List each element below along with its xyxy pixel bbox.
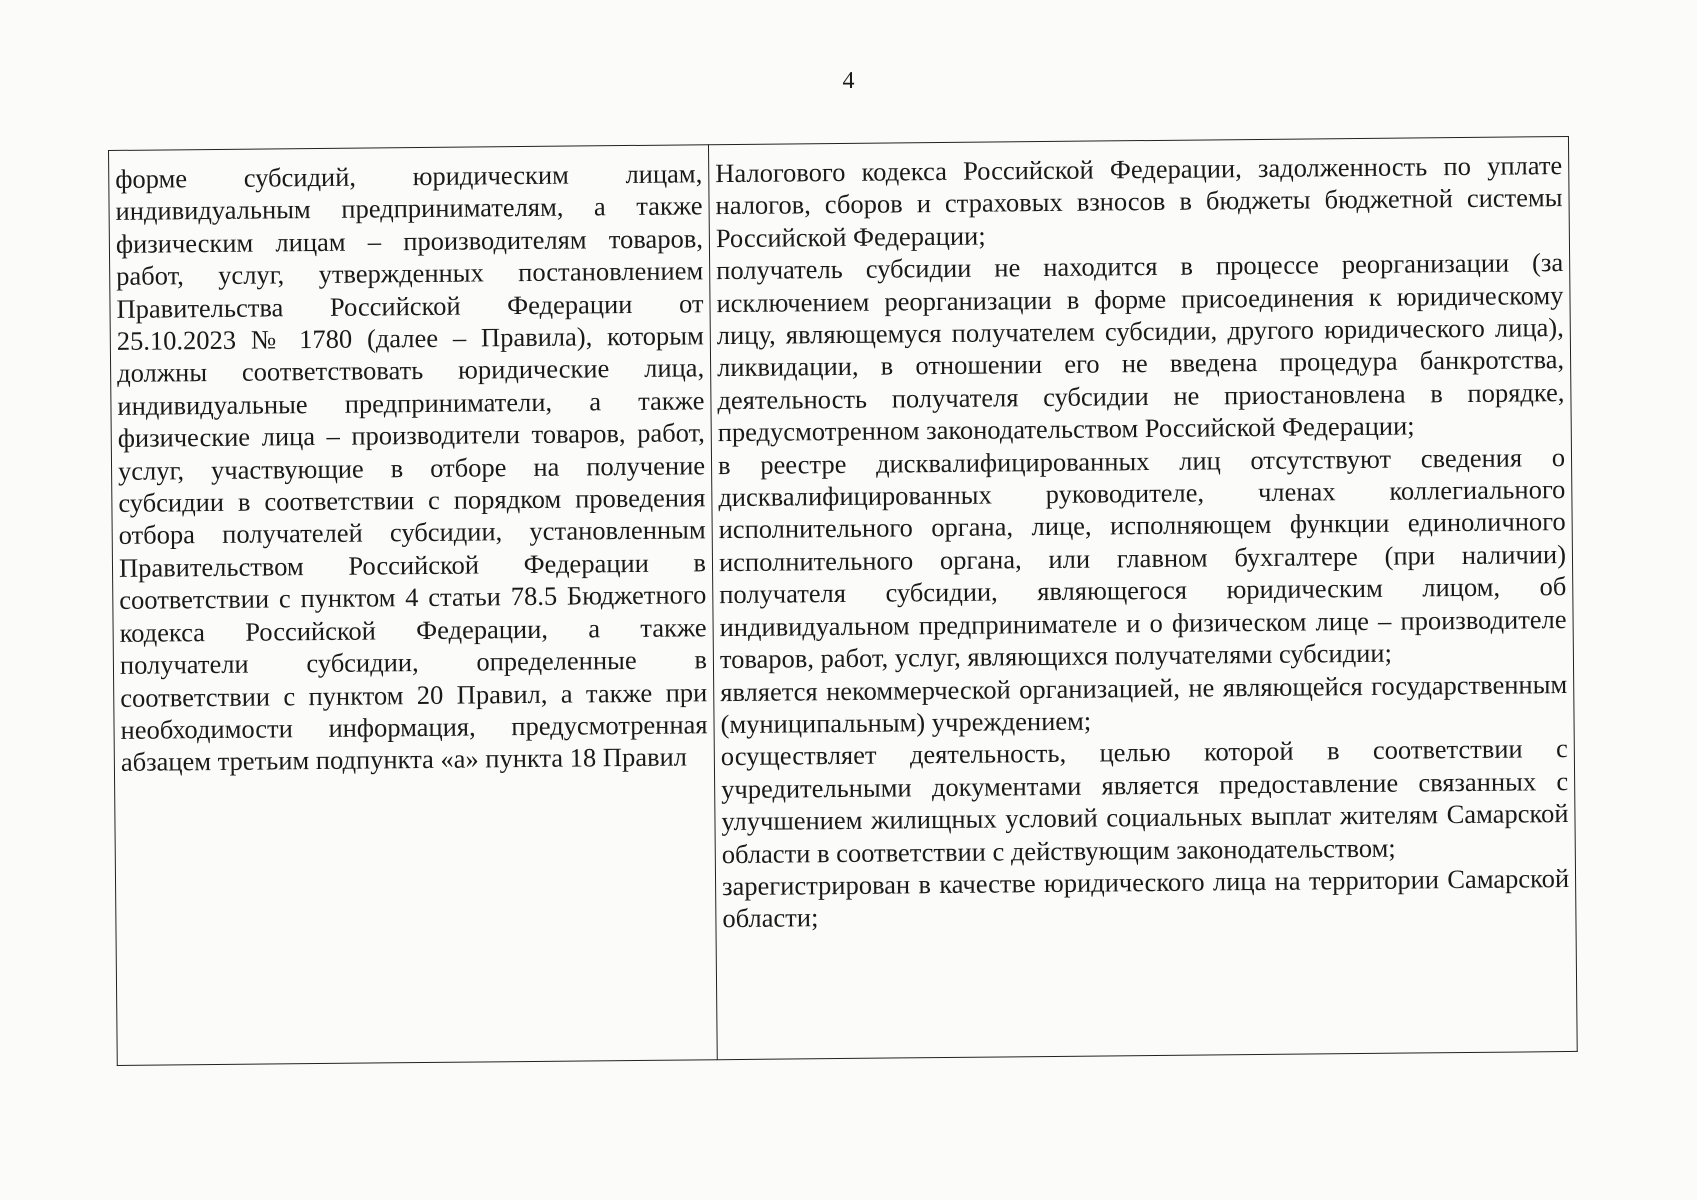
right-paragraph-3: в реестре дисквалифицированных лиц отсутствуют сведения о дисквалифицированных руководителе, членах коллегиального исполнительного органа, лице, исполняющем функции единоличного исполнительного органа, или главном бухгалтере (при наличии) получателя субсидии, являющегося юридическим лицом, об индивидуальном предпринимателе и о физическом лице – производителе товаров, работ, услуг, являющихся получателями субсидии;: [717, 441, 1567, 675]
right-paragraph-1: Налогового кодекса Российской Федерации, задолженность по уплате налогов, сборов и страховых взносов в бюджеты бюджетной системы Российской Федерации;: [715, 150, 1563, 253]
requirements-table-wrapper: [108, 136, 1570, 1066]
right-paragraph-4: является некоммерческой организацией, не являющейся государственным (муниципальным) учреждением;: [720, 668, 1568, 740]
right-paragraph-6: зарегистрирован в качестве юридического лица на территории Самарской области;: [721, 862, 1570, 934]
table-cell-right: [708, 136, 1577, 1059]
page-number: 4: [842, 68, 855, 94]
right-paragraph-2: получатель субсидии не находится в процессе реорганизации (за исключением реорганизации в форме присоединения к юридическому лицу, являющемуся получателем субсидии, другого юридического лица), ликвидации, в отношении его не введена процедура банкротства, деятельность получателя субсидии не приостановлена в порядке, предусмотренном законодательством Российской Федерации;: [716, 247, 1565, 448]
requirements-table: [108, 136, 1578, 1066]
left-cell-text: форме субсидий, юридическим лицам, индивидуальным предпринимателям, а также физическим лицам – производителям товаров, работ, услуг, утвержденных постановлением Правительства Российской Федерации от 25.10.2023 № 1780 (далее – Правила), которым должны соответствовать юридические лица, индивидуальные предприниматели, а также физические лица – производители товаров, работ, услуг, участвующие в отборе на получение субсидии в соответствии с порядком проведения отбора получателей субсидии, установленным Правительством Российской Федерации в соответствии с пунктом 4 статьи 78.5 Бюджетного кодекса Российской Федерации, а также получатели субсидии, определенные в соответствии с пунктом 20 Правил, а также при необходимости информация, предусмотренная абзацем третьим подпункта «а» пункта 18 Правил: [115, 158, 708, 778]
right-paragraph-5: осуществляет деятельность, целью которой в соответствии с учредительными документами является предоставление связанных с улучшением жилищных условий социальных выплат жителям Самарской области в соответствии с действующим законодательством;: [720, 733, 1569, 869]
table-cell-left: [109, 145, 718, 1066]
table-row: [109, 136, 1578, 1065]
